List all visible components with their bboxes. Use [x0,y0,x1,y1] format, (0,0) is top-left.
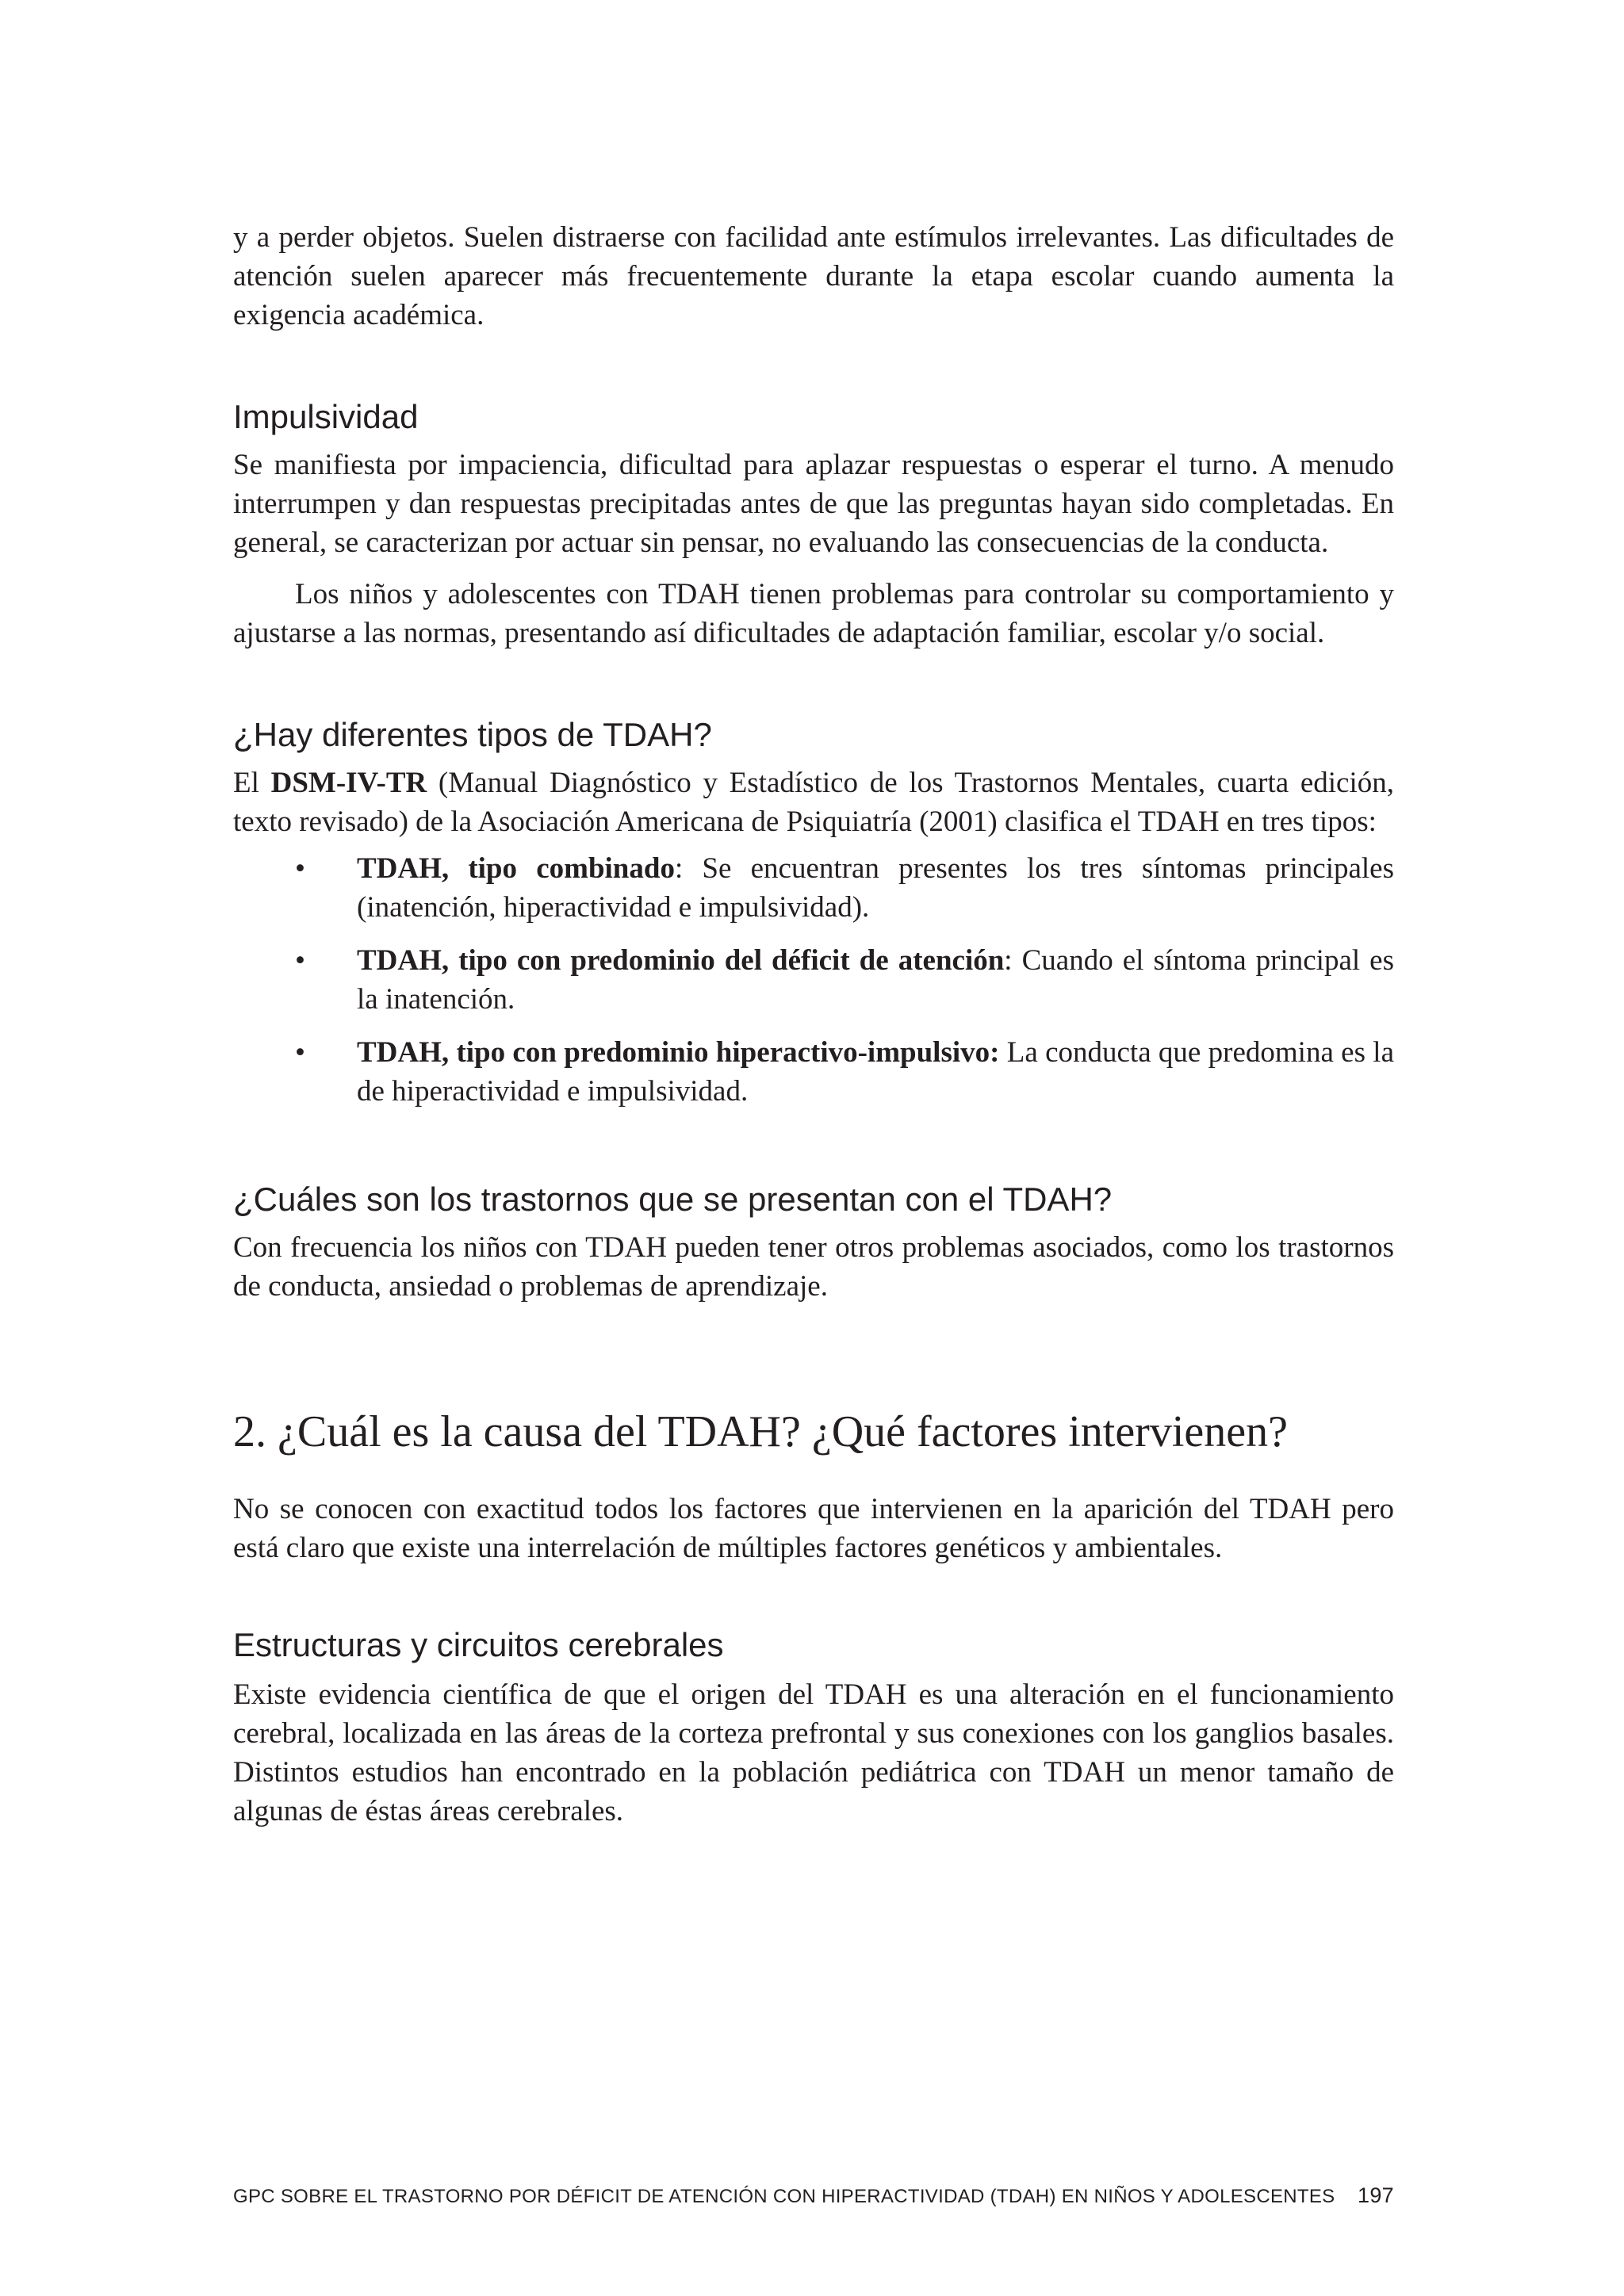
trastornos-paragraph: Con frecuencia los niños con TDAH pueden tener otros problemas asociados, como los trastornos de conducta, ansiedad o problemas de aprendizaje. [233,1231,1394,1303]
chapter-title: 2. ¿Cuál es la causa del TDAH? ¿Qué factores intervienen? [233,1407,1288,1456]
list-item-term: TDAH, tipo con predominio del déficit de atención [357,944,1005,977]
impulsividad-paragraph: Se manifiesta por impaciencia, dificultad para aplazar respuestas o esperar el turno. A menudo interrumpen y dan respuestas precipitadas antes de que las preguntas hayan sido completadas. En general, se caracterizan por actuar sin pensar, no evaluando las consecuencias de la conducta. [233,449,1394,559]
page-footer [233,2183,1394,2208]
bullet-icon: • [295,944,305,977]
impulsividad-paragraph-2: Los niños y adolescentes con TDAH tienen problemas para controlar su comportamiento y ajustarse a las normas, presentando así dificultades de adaptación familiar, escolar y/o social. [233,578,1394,649]
bullet-icon: • [295,1036,305,1069]
list-item-text: : Se encuentran presentes los tres síntomas principales (inatención, hiperactividad e impulsividad). [357,852,1394,924]
list-item [233,849,1394,927]
list-item-term: TDAH, tipo combinado [357,852,675,885]
list-item-term: TDAH, tipo con predominio hiperactivo-impulsivo: [357,1036,1000,1069]
list-item [233,1033,1394,1111]
bullet-icon: • [295,852,305,885]
tipos-intro-prefix: El [233,767,271,799]
tipos-intro-rest: (Manual Diagnóstico y Estadístico de los Trastornos Mentales, cuarta edición, texto revisado) de la Asociación Americana de Psiquiatría (2001) clasifica el TDAH en tres tipos: [233,767,1394,838]
running-title: GPC SOBRE EL TRASTORNO POR DÉFICIT DE ATENCIÓN CON HIPERACTIVIDAD (TDAH) EN NIÑOS Y ADOLESCENTES [233,2186,1335,2207]
page-number: 197 [1358,2183,1394,2207]
chapter-paragraph: No se conocen con exactitud todos los factores que intervienen en la aparición del TDAH pero está claro que existe una interrelación de múltiples factores genéticos y ambientales. [233,1493,1394,1564]
estructuras-paragraph: Existe evidencia científica de que el origen del TDAH es una alteración en el funcionamiento cerebral, localizada en las áreas de la corteza prefrontal y sus conexiones con los ganglios basales. Distintos estudios han encontrado en la población pediátrica con TDAH un menor tamaño de algunas de éstas áreas cerebrales. [233,1678,1394,1827]
impulsividad-heading: Impulsividad [233,398,419,435]
intro-paragraph: y a perder objetos. Suelen distraerse con facilidad ante estímulos irrelevantes. Las dificultades de atención suelen aparecer más frecuentemente durante la etapa escolar cuando aumenta la exigencia académica. [233,221,1394,331]
list-item [233,941,1394,1019]
list-item-text: : Cuando el síntoma principal es la inatención. [357,944,1394,1016]
tipos-intro-paragraph [233,763,1394,841]
trastornos-heading: ¿Cuáles son los trastornos que se presentan con el TDAH? [233,1181,1113,1218]
list-item-text: La conducta que predomina es la de hiperactividad e impulsividad. [357,1036,1394,1108]
tipos-heading: ¿Hay diferentes tipos de TDAH? [233,716,712,753]
estructuras-heading: Estructuras y circuitos cerebrales [233,1626,724,1663]
dsm-term: DSM-IV-TR [270,767,427,799]
tipos-list [233,849,1394,1111]
